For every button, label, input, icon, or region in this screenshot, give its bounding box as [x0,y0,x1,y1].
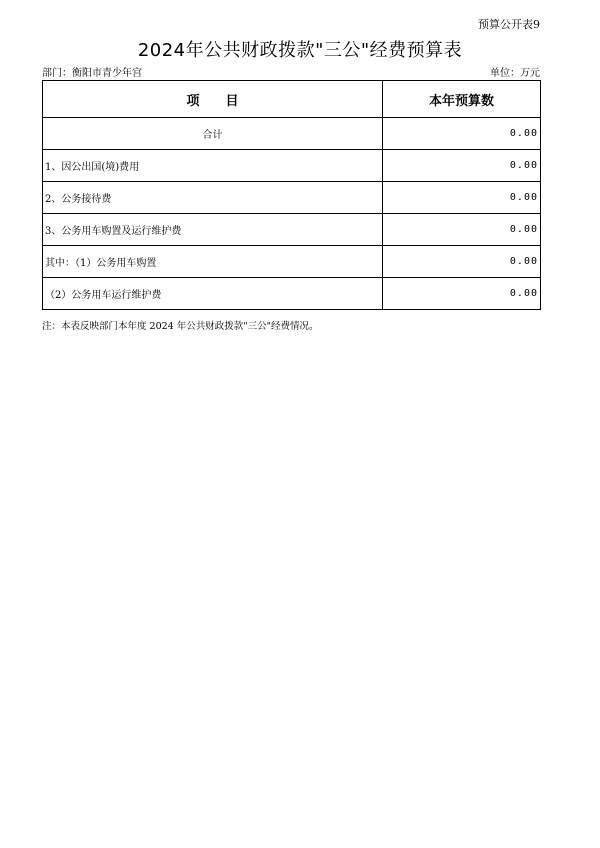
row-amount: 0.00 [383,278,541,310]
row-amount: 0.00 [383,246,541,278]
table-row [43,118,541,150]
row-item: 2、公务接待费 [43,182,383,214]
row-amount: 0.00 [383,150,541,182]
row-amount: 0.00 [383,214,541,246]
table-row [43,214,541,246]
table-row [43,182,541,214]
table-row [43,150,541,182]
row-item: 其中：（1）公务用车购置 [43,246,383,278]
table-header-row [43,81,541,118]
page-title: 2024年公共财政拨款"三公"经费预算表 [137,40,463,61]
row-item: （2）公务用车运行维护费 [43,278,383,310]
form-number-label: 预算公开表9 [478,18,540,31]
row-item: 1、因公出国(境)费用 [43,150,383,182]
table-row [43,246,541,278]
table-row [43,278,541,310]
header-amount: 本年预算数 [383,81,541,118]
row-amount: 0.00 [383,118,541,150]
row-item: 3、公务用车购置及运行维护费 [43,214,383,246]
unit-label: 单位：万元 [490,68,540,79]
header-item: 项 目 [43,81,383,118]
row-item: 合计 [43,118,383,150]
row-amount: 0.00 [383,182,541,214]
footnote: 注：本表反映部门本年度 2024 年公共财政拨款"三公"经费情况。 [42,321,319,332]
budget-table [42,80,541,310]
department-label: 部门：衡阳市青少年宫 [42,68,142,79]
